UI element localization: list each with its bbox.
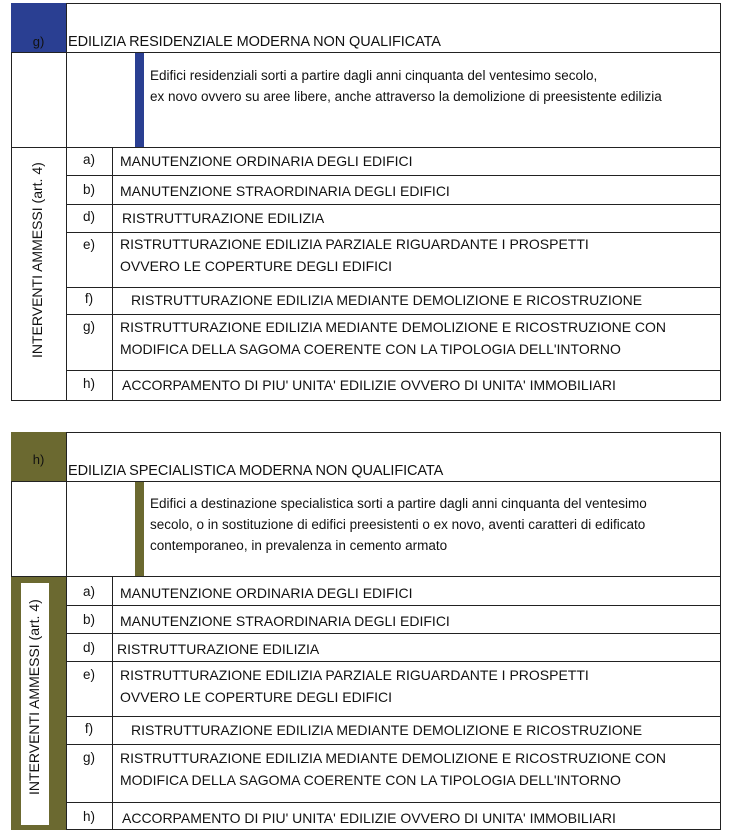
item-line: RISTRUTTURAZIONE EDILIZIA MEDIANTE DEMOLIZIONE E RICOSTRUZIONE CON xyxy=(120,750,667,766)
divider xyxy=(66,3,67,401)
item-code: b) xyxy=(82,182,95,197)
divider xyxy=(66,314,721,315)
divider xyxy=(66,744,721,745)
item-text: MANUTENZIONE STRAORDINARIA DEGLI EDIFICI xyxy=(120,613,450,629)
item-line: RISTRUTTURAZIONE EDILIZIA MEDIANTE DEMOLIZIONE E RICOSTRUZIONE CON xyxy=(120,319,667,335)
item-line: RISTRUTTURAZIONE EDILIZIA PARZIALE RIGUARDANTE I PROSPETTI xyxy=(120,667,589,683)
item-line: OVVERO LE COPERTURE DEGLI EDIFICI xyxy=(120,689,393,705)
item-text: ACCORPAMENTO DI PIU' UNITA' EDILIZIE OVVERO DI UNITA' IMMOBILIARI xyxy=(122,810,616,826)
item-code: e) xyxy=(82,667,95,682)
divider xyxy=(66,716,721,717)
side-label: INTERVENTI AMMESSI (art. 4) xyxy=(29,162,45,358)
item-text: ACCORPAMENTO DI PIU' UNITA' EDILIZIE OVVERO DI UNITA' IMMOBILIARI xyxy=(122,377,616,393)
item-text: RISTRUTTURAZIONE EDILIZIA MEDIANTE DEMOLIZIONE E RICOSTRUZIONE xyxy=(131,722,643,738)
category-code: g) xyxy=(32,34,45,49)
item-line: MODIFICA DELLA SAGOMA COERENTE CON LA TIPOLOGIA DELL'INTORNO xyxy=(120,772,621,788)
divider xyxy=(112,147,113,401)
category-code: h) xyxy=(32,452,45,467)
item-line: MODIFICA DELLA SAGOMA COERENTE CON LA TIPOLOGIA DELL'INTORNO xyxy=(120,341,621,357)
item-text: RISTRUTTURAZIONE EDILIZIA xyxy=(117,641,320,657)
description-accent-bar xyxy=(135,53,144,147)
item-code: f) xyxy=(84,291,94,306)
divider xyxy=(66,287,721,288)
divider xyxy=(112,576,113,830)
divider xyxy=(66,370,721,371)
item-text xyxy=(120,664,589,708)
item-code: a) xyxy=(82,152,95,167)
divider xyxy=(66,633,721,634)
item-code: g) xyxy=(82,750,95,765)
item-code: d) xyxy=(82,640,95,655)
divider xyxy=(11,52,721,53)
item-code: h) xyxy=(82,376,95,391)
category-table-h xyxy=(11,432,721,830)
category-title: EDILIZIA RESIDENZIALE MODERNA NON QUALIFICATA xyxy=(68,34,441,50)
description-accent-bar xyxy=(135,482,144,576)
divider xyxy=(66,204,721,205)
item-text xyxy=(120,316,666,360)
item-text: MANUTENZIONE ORDINARIA DEGLI EDIFICI xyxy=(120,153,413,169)
category-table-g xyxy=(11,3,721,401)
item-code: b) xyxy=(82,612,95,627)
divider xyxy=(66,432,67,830)
item-code: a) xyxy=(82,584,95,599)
description-line: secolo, o in sostituzione di edifici preesistenti o ex novo, aventi caratteri di edificato xyxy=(150,517,646,532)
side-label-cell xyxy=(11,148,66,401)
item-text: RISTRUTTURAZIONE EDILIZIA MEDIANTE DEMOLIZIONE E RICOSTRUZIONE xyxy=(131,292,643,308)
divider xyxy=(11,576,721,577)
description-line: Edifici a destinazione specialistica sorti a partire dagli anni cinquanta del ventesimo xyxy=(150,496,647,511)
divider xyxy=(66,661,721,662)
category-title: EDILIZIA SPECIALISTICA MODERNA NON QUALIFICATA xyxy=(68,463,444,479)
description-line: ex novo ovvero su aree libere, anche attraverso la demolizione di preesistente edilizia xyxy=(150,89,662,104)
item-text: MANUTENZIONE STRAORDINARIA DEGLI EDIFICI xyxy=(120,183,450,199)
item-line: OVVERO LE COPERTURE DEGLI EDIFICI xyxy=(120,258,393,274)
item-text: MANUTENZIONE ORDINARIA DEGLI EDIFICI xyxy=(120,585,413,601)
item-code: e) xyxy=(82,237,95,252)
item-text xyxy=(120,747,666,791)
item-line: RISTRUTTURAZIONE EDILIZIA PARZIALE RIGUARDANTE I PROSPETTI xyxy=(120,236,589,252)
divider xyxy=(11,481,721,482)
item-code: g) xyxy=(82,319,95,334)
divider xyxy=(66,175,721,176)
item-code: f) xyxy=(84,721,94,736)
category-description xyxy=(150,65,662,107)
side-label-cell xyxy=(11,577,66,830)
item-text: RISTRUTTURAZIONE EDILIZIA xyxy=(122,210,325,226)
description-line: Edifici residenziali sorti a partire dagli anni cinquanta del ventesimo secolo, xyxy=(150,68,598,83)
category-description xyxy=(150,493,647,556)
side-label: INTERVENTI AMMESSI (art. 4) xyxy=(26,599,42,795)
divider xyxy=(66,605,721,606)
item-code: d) xyxy=(82,209,95,224)
item-text xyxy=(120,233,589,277)
divider xyxy=(66,802,721,803)
item-code: h) xyxy=(82,809,95,824)
description-line: contemporaneo, in prevalenza in cemento armato xyxy=(150,538,448,553)
divider xyxy=(11,147,721,148)
